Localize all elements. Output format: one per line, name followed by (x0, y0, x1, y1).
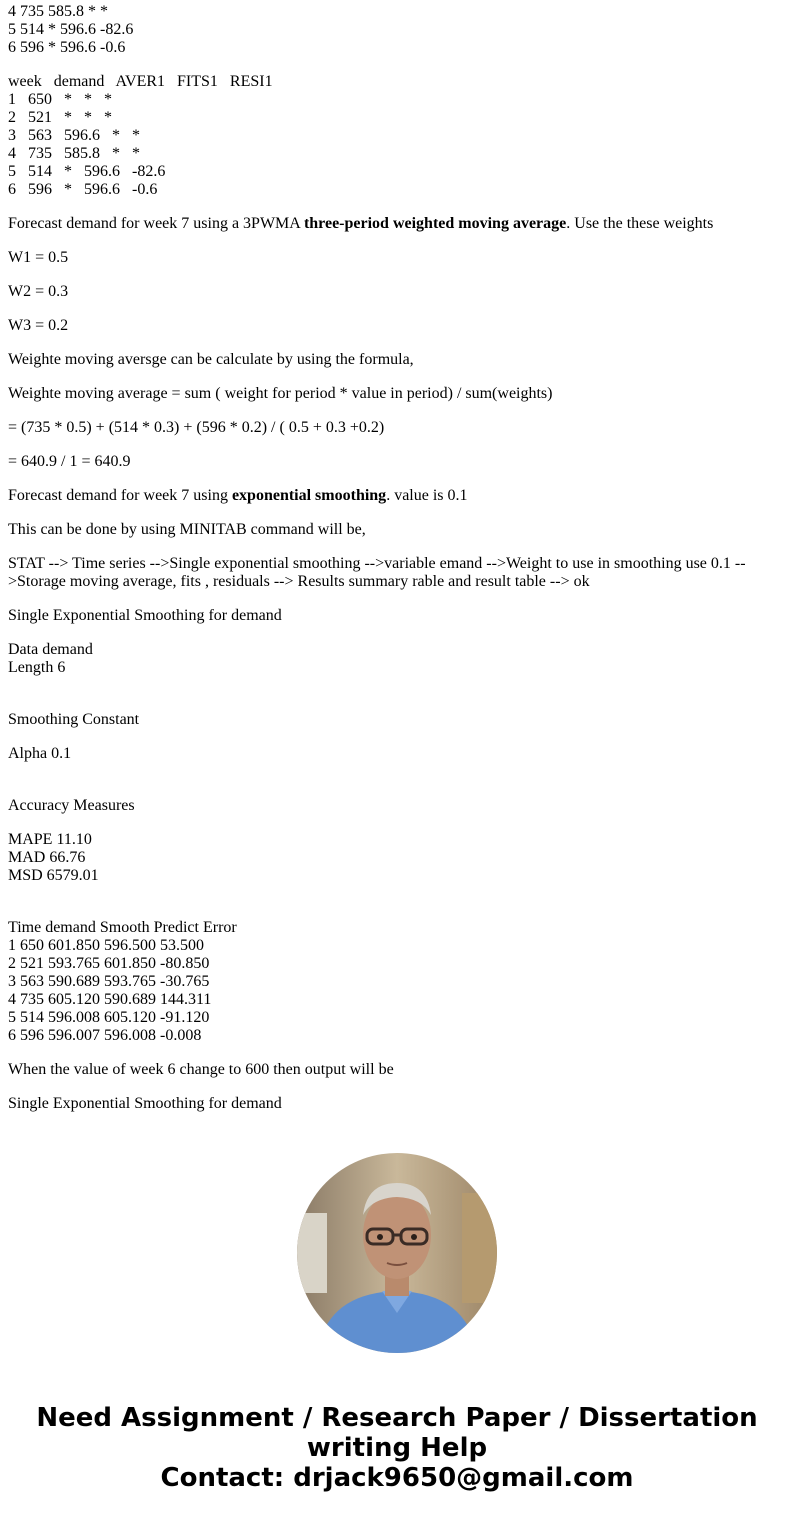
table2-row: 2 521 593.765 601.850 -80.850 (8, 955, 210, 972)
accuracy-heading: Accuracy Measures (8, 797, 135, 814)
wma-intro: Forecast demand for week 7 using a 3PWMA three-period weighted moving average. Use the these weights (8, 215, 714, 232)
promo-line: Need Assignment / Research Paper / Dissertation (36, 1403, 758, 1433)
wma-step1: = (735 * 0.5) + (514 * 0.3) + (596 * 0.2) / ( 0.5 + 0.3 +0.2) (8, 419, 385, 436)
change-note: When the value of week 6 change to 600 then output will be (8, 1061, 394, 1078)
wma-formula: Weighte moving average = sum ( weight for period * value in period) / sum(weights) (8, 385, 553, 402)
weight-w3: W3 = 0.2 (8, 317, 69, 334)
table2-row: 1 650 601.850 596.500 53.500 (8, 937, 204, 954)
length-line: Length 6 (8, 659, 66, 676)
author-avatar (297, 1153, 497, 1353)
text-line: 6 596 * 596.6 -0.6 (8, 39, 126, 56)
text-line: 5 514 * 596.6 -82.6 (8, 21, 134, 38)
minitab-command: STAT --> Time series -->Single exponential smoothing -->variable emand -->Weight to use in smoothing use 0.1 -->Storage moving average, fits , residuals --> Results summary rable and result table --> ok (8, 555, 746, 590)
table1-row: 2 521 * * * (8, 109, 112, 126)
exp-intro: Forecast demand for week 7 using exponential smoothing. value is 0.1 (8, 487, 468, 504)
exp-title: Single Exponential Smoothing for demand (8, 607, 282, 624)
smoothing-heading: Smoothing Constant (8, 711, 140, 728)
table2-row: 6 596 596.007 596.008 -0.008 (8, 1027, 202, 1044)
table1-row: 3 563 596.6 * * (8, 127, 140, 144)
weight-w2: W2 = 0.3 (8, 283, 69, 300)
exp-title-repeat: Single Exponential Smoothing for demand (8, 1095, 282, 1112)
table2-header: Time demand Smooth Predict Error (8, 919, 237, 936)
wma-calc-intro: Weighte moving aversge can be calculate by using the formula, (8, 351, 414, 368)
contact-line: Contact: drjack9650@gmail.com (160, 1463, 634, 1493)
data-line: Data demand (8, 641, 93, 658)
wma-step2: = 640.9 / 1 = 640.9 (8, 453, 131, 470)
promo-footer (0, 1403, 794, 1493)
alpha-line: Alpha 0.1 (8, 745, 72, 762)
document-body (8, 3, 786, 1113)
promo-line: writing Help (306, 1433, 488, 1463)
mad-line: MAD 66.76 (8, 849, 86, 866)
table1-row: 4 735 585.8 * * (8, 145, 140, 162)
author-photo (297, 1153, 497, 1353)
table2-row: 4 735 605.120 590.689 144.311 (8, 991, 212, 1008)
weight-w1: W1 = 0.5 (8, 249, 69, 266)
table1-row: 1 650 * * * (8, 91, 112, 108)
table1-row: 5 514 * 596.6 -82.6 (8, 163, 166, 180)
table1-row: 6 596 * 596.6 -0.6 (8, 181, 158, 198)
text-line: 4 735 585.8 * * (8, 3, 108, 20)
table2-row: 5 514 596.008 605.120 -91.120 (8, 1009, 210, 1026)
msd-line: MSD 6579.01 (8, 867, 99, 884)
table1-header: week demand AVER1 FITS1 RESI1 (8, 73, 273, 90)
minitab-intro: This can be done by using MINITAB command will be, (8, 521, 366, 538)
table2-row: 3 563 590.689 593.765 -30.765 (8, 973, 210, 990)
mape-line: MAPE 11.10 (8, 831, 92, 848)
